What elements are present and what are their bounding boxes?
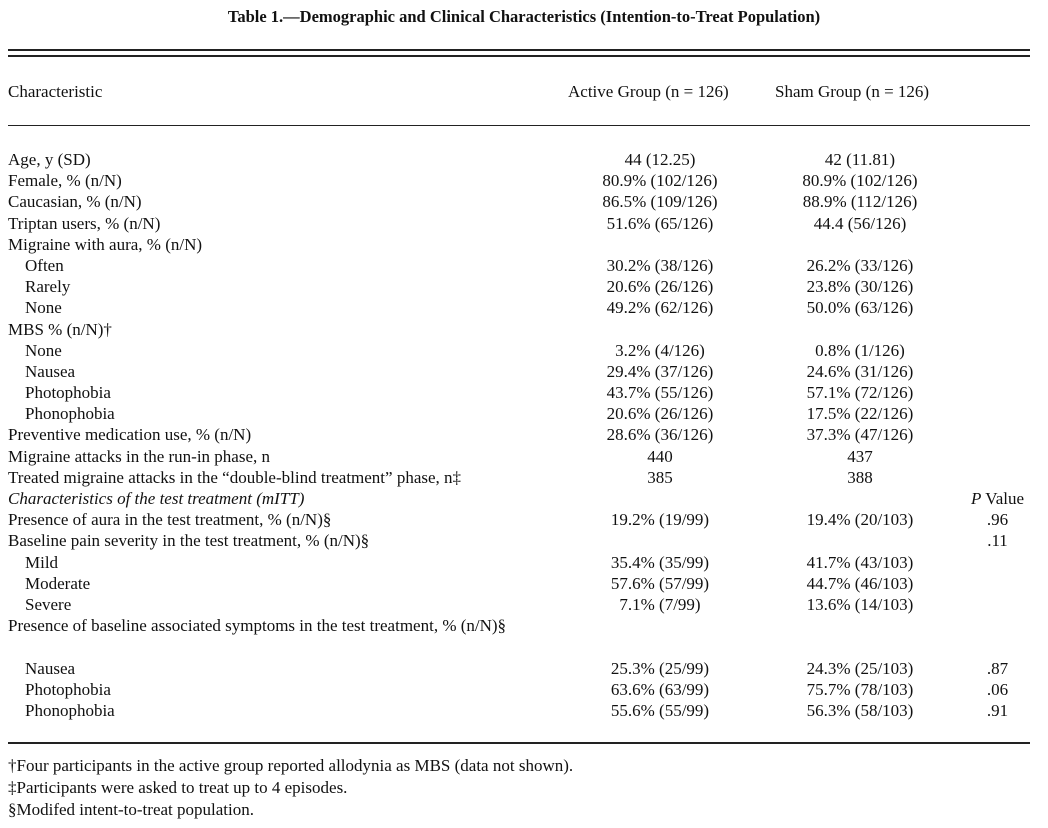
table-row — [0, 191, 1048, 212]
row-label: Mild — [25, 552, 59, 572]
table-row — [0, 488, 1048, 509]
row-label: Migraine with aura, % (n/N) — [8, 234, 203, 254]
sham-value: 24.6% (31/126) — [806, 361, 914, 381]
table-row — [0, 552, 1048, 573]
sham-value: 44.4 (56/126) — [813, 213, 907, 233]
header-characteristic: Characteristic — [8, 82, 103, 101]
table-row — [0, 297, 1048, 318]
table-row — [0, 615, 1048, 657]
row-label: Nausea — [25, 361, 76, 381]
sham-value: 437 — [847, 446, 873, 466]
sham-value: 41.7% (43/103) — [806, 552, 914, 572]
table-row — [0, 276, 1048, 297]
table-row — [0, 149, 1048, 170]
sham-value: 0.8% (1/126) — [815, 340, 905, 360]
table-row — [0, 213, 1048, 234]
footnote-double-dagger: ‡Participants were asked to treat up to 4 episodes. — [8, 778, 348, 797]
row-label: Female, % (n/N) — [8, 171, 122, 191]
row-label: Migraine attacks in the run-in phase, n — [8, 446, 271, 466]
row-label: Rarely — [25, 277, 71, 297]
table-row — [0, 700, 1048, 721]
p-value: .96 — [986, 510, 1009, 530]
sham-value: 24.3% (25/103) — [806, 658, 914, 678]
sham-value: 75.7% (78/103) — [806, 679, 914, 699]
table-row — [0, 679, 1048, 700]
sham-value: 19.4% (20/103) — [806, 510, 914, 530]
row-label: Nausea — [25, 658, 76, 678]
table-row — [0, 573, 1048, 594]
sham-value: 23.8% (30/126) — [806, 277, 914, 297]
p-value: .06 — [986, 679, 1009, 699]
top-rule-2 — [8, 55, 1030, 57]
row-label: Phonophobia — [25, 700, 115, 720]
active-value: 44 (12.25) — [624, 150, 696, 169]
header-sham-group: Sham Group (n = 126) — [775, 82, 930, 101]
row-label: Severe — [25, 594, 72, 614]
table-row — [0, 509, 1048, 530]
table-title: Table 1.—Demographic and Clinical Characteristics (Intention-to-Treat Population) — [227, 7, 821, 26]
table-row — [0, 658, 1048, 679]
active-value: 3.2% (4/126) — [615, 340, 705, 360]
active-value: 80.9% (102/126) — [602, 171, 718, 191]
sham-value: 37.3% (47/126) — [806, 425, 914, 445]
p-value: .87 — [986, 658, 1009, 678]
header-active-group: Active Group (n = 126) — [568, 82, 729, 101]
active-value: 35.4% (35/99) — [610, 552, 710, 572]
row-label: Photophobia — [25, 679, 111, 699]
bottom-rule — [8, 742, 1030, 744]
row-label: Photophobia — [25, 383, 111, 403]
sham-value: 42 (11.81) — [824, 150, 896, 169]
row-label: MBS % (n/N)† — [8, 319, 112, 339]
active-value: 43.7% (55/126) — [606, 383, 714, 403]
active-value: 19.2% (19/99) — [610, 510, 710, 530]
active-value: 440 — [647, 446, 673, 466]
active-value: 385 — [647, 467, 673, 487]
sham-value: 17.5% (22/126) — [806, 404, 914, 424]
table-row — [0, 361, 1048, 382]
p-value-header-p: P — [970, 489, 982, 508]
row-label: Presence of baseline associated symptoms in the test treatment, % (n/N)§ — [8, 616, 507, 636]
row-label: Baseline pain severity in the test treatment, % (n/N)§ — [8, 531, 370, 551]
sham-value: 57.1% (72/126) — [806, 383, 914, 403]
sham-value: 56.3% (58/103) — [806, 700, 914, 720]
sham-value: 44.7% (46/103) — [806, 573, 914, 593]
active-value: 86.5% (109/126) — [602, 192, 718, 212]
table-row — [0, 446, 1048, 467]
p-value: .91 — [986, 700, 1009, 720]
row-label: Characteristics of the test treatment (mITT) — [8, 489, 305, 508]
row-label: Presence of aura in the test treatment, % (n/N)§ — [8, 510, 332, 530]
active-value: 63.6% (63/99) — [610, 679, 710, 699]
row-label: Treated migraine attacks in the “double-blind treatment” phase, n‡ — [8, 467, 462, 487]
sham-value: 50.0% (63/126) — [806, 298, 914, 318]
row-label: Preventive medication use, % (n/N) — [8, 425, 252, 445]
active-value: 28.6% (36/126) — [606, 425, 714, 445]
footnote-section: §Modifed intent-to-treat population. — [8, 800, 254, 819]
table-row — [0, 424, 1048, 445]
row-label: Moderate — [25, 573, 91, 593]
top-rule-1 — [8, 49, 1030, 51]
active-value: 25.3% (25/99) — [610, 658, 710, 678]
table-row — [0, 319, 1048, 340]
row-label: None — [25, 298, 62, 318]
active-value: 49.2% (62/126) — [606, 298, 714, 318]
footnote-dagger: †Four participants in the active group reported allodynia as MBS (data not shown). — [8, 756, 574, 775]
row-label: Phonophobia — [25, 404, 115, 424]
active-value: 51.6% (65/126) — [606, 213, 714, 233]
table-row — [0, 594, 1048, 615]
table-row — [0, 382, 1048, 403]
p-value-header — [955, 488, 1040, 509]
row-label: Triptan users, % (n/N) — [8, 213, 161, 233]
active-value: 7.1% (7/99) — [619, 594, 701, 614]
sham-value: 388 — [847, 467, 873, 487]
header-rule — [8, 125, 1030, 126]
active-value: 55.6% (55/99) — [610, 700, 710, 720]
row-label: Age, y (SD) — [8, 150, 91, 169]
active-value: 30.2% (38/126) — [606, 255, 714, 275]
active-value: 20.6% (26/126) — [606, 277, 714, 297]
table-body — [0, 149, 1048, 721]
table-row — [0, 340, 1048, 361]
p-value: .11 — [987, 531, 1008, 551]
p-value-header-rest: Value — [981, 489, 1025, 508]
row-label: Often — [25, 255, 64, 275]
table-row — [0, 255, 1048, 276]
sham-value: 88.9% (112/126) — [802, 192, 918, 212]
table-row — [0, 403, 1048, 424]
table-row — [0, 170, 1048, 191]
sham-value: 13.6% (14/103) — [806, 594, 914, 614]
sham-value: 26.2% (33/126) — [806, 255, 914, 275]
active-value: 57.6% (57/99) — [610, 573, 710, 593]
row-label: None — [25, 340, 62, 360]
table-row — [0, 530, 1048, 551]
sham-value: 80.9% (102/126) — [802, 171, 918, 191]
active-value: 29.4% (37/126) — [606, 361, 714, 381]
active-value: 20.6% (26/126) — [606, 404, 714, 424]
table-row — [0, 234, 1048, 255]
row-label: Caucasian, % (n/N) — [8, 192, 142, 212]
table-row — [0, 467, 1048, 488]
